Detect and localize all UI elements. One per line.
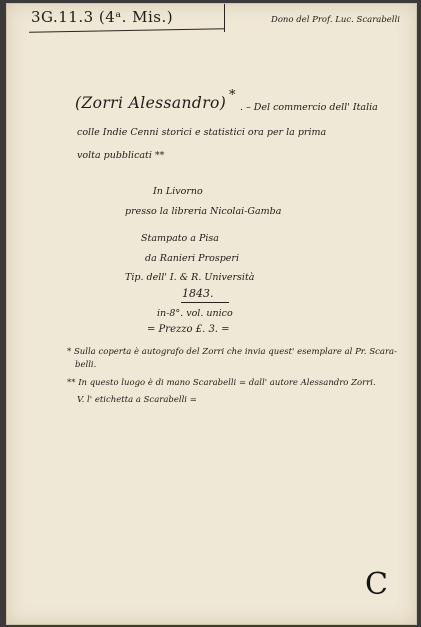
footnote-2-line-2: V. l' etichetta a Scarabelli = [77,395,197,405]
shelfmark-underline [29,28,225,32]
shelfmark: 3G.11.3 (4ᵃ. Mis.) [31,8,174,26]
imprint-printed: Stampato a Pisa [141,233,219,244]
year-underline [181,302,229,303]
imprint-bookseller: presso la libreria Nicolai-Gamba [125,206,282,217]
imprint-printer: da Ranieri Prosperi [145,253,239,264]
footnote-1-line-2: belli. [75,360,97,370]
format: in-8°. vol. unico [157,308,233,319]
author-name: (Zorri Alessandro) [75,94,227,112]
title-line-1: . – Del commercio dell' Italia [240,102,378,113]
footnote-1-line-1: * Sulla coperta è autografo del Zorri che invia quest' esemplare al Pr. Scara- [67,347,397,357]
title-line-3: volta pubblicati ** [77,150,165,161]
donor-note: Dono del Prof. Luc. Scarabelli [271,15,400,25]
publication-year: 1843. [182,287,214,300]
imprint-press: Tip. dell' I. & R. Università [125,272,255,283]
price: = Prezzo £. 3. = [147,324,230,335]
imprint-place: In Livorno [153,186,203,197]
footnote-2-line-1: ** In questo luogo è di mano Scarabelli = dall' autore Alessandro Zorri. [67,378,376,388]
manuscript-page [6,3,417,625]
title-line-2: colle Indie Cenni storici e statistici ora per la prima [77,127,327,138]
author-footnote-mark: * [229,88,236,103]
shelfmark-divider [224,4,225,32]
corner-letter: C [365,567,388,602]
